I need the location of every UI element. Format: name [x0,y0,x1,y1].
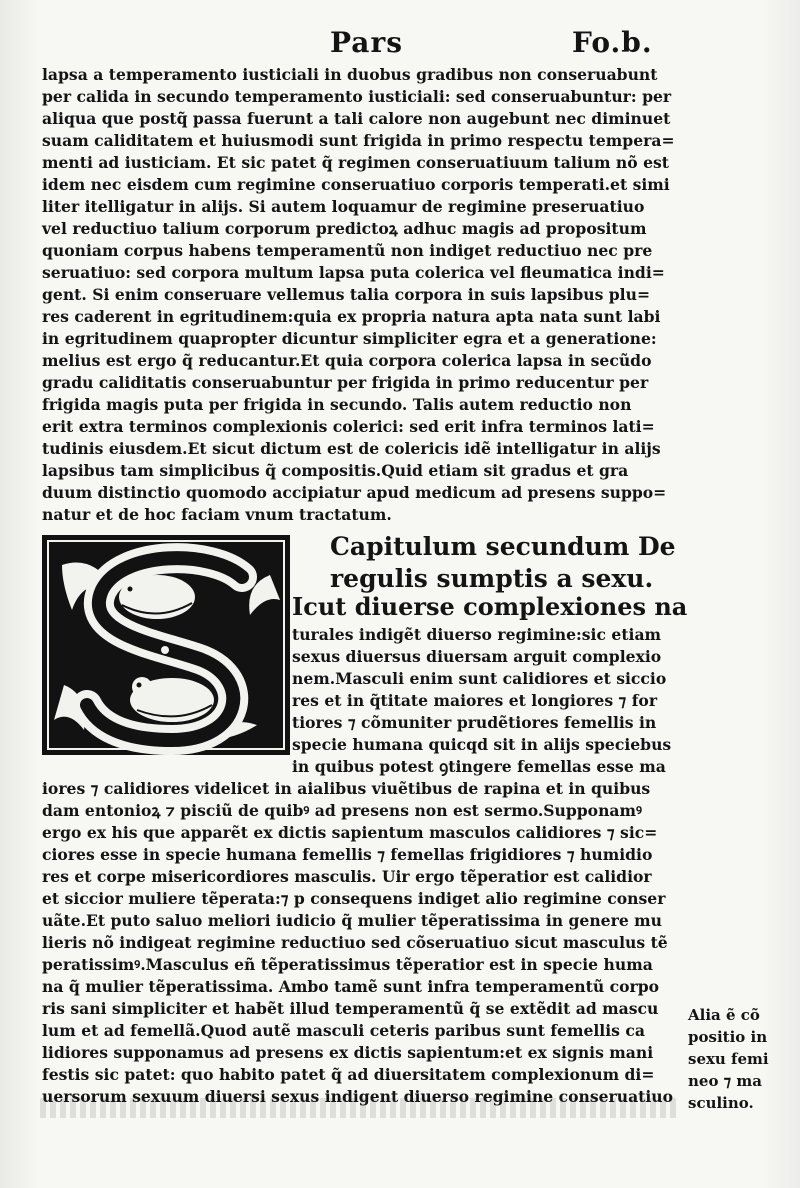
text-line: gradu caliditatis conseruabuntur per frigida in primo reducentur per [42,373,649,392]
chapter-title-line-2: regulis sumptis a sexu. [330,564,654,593]
text-line: sexus diuersus diuersam arguit complexio [292,647,662,666]
text-line: aliqua que postq̃ passa fuerunt a tali calore non augebunt nec diminuet [42,109,671,128]
woodcut-initial-s-image [42,535,290,755]
text-line: melius est ergo q̃ reducantur.Et quia corpora colerica lapsa in secũdo [42,351,652,370]
text-line: natur et de hoc faciam vnum tractatum. [42,505,392,524]
text-line: uersorum sexuum diuersi sexus indigent diuerso regimine conseruatiuo [42,1087,674,1106]
opening-line: Icut diuerse complexiones na [292,592,688,621]
text-line: suam caliditatem et huiusmodi sunt frigida in primo respectu tempera= [42,131,675,150]
margin-note-line: neo ⁊ ma [688,1072,762,1090]
text-line: uãte.Et puto saluo meliori iudicio q̃ mulier tẽperatissima in genere mu [42,911,663,930]
margin-note-line: Alia ẽ cõ [688,1006,760,1024]
text-line: lapsa a temperamento iusticiali in duobus gradibus non conseruabunt [42,65,658,84]
margin-note-line: sexu femi [688,1050,769,1068]
text-line: lieris nõ indigeat regimine reductiuo sed cõseruatiuo sicut masculus tẽ [42,933,668,952]
text-line: vel reductiuo talium corporum predictoꝝ adhuc magis ad propositum [42,219,647,238]
text-line: res caderent in egritudinem:quia ex propria natura apta nata sunt labi [42,307,661,326]
text-line: peratissimꝰ.Masculus eñ tẽperatissimus tẽperatior est in specie huma [42,955,653,974]
show-through-shadow [40,1098,680,1118]
text-line: dam entonioꝝ ⁊ pisciũ de quibꝰ ad presens non est sermo.Supponamꝰ [42,801,642,820]
text-line: turales indigẽt diuerso regimine:sic etiam [292,625,662,644]
text-line: iores ⁊ calidiores videlicet in aialibus viuẽtibus de rapina et in quibus [42,779,651,798]
folio-number: Fo.b. [572,26,653,59]
text-line: lum et ad femellã.Quod autẽ masculi ceteris paribus sunt femellis ca [42,1021,645,1040]
text-line: erit extra terminos complexionis colerici: sed erit infra terminos lati= [42,417,655,436]
text-line: ergo ex his que apparẽt ex dictis sapientum masculos calidiores ⁊ sic= [42,823,658,842]
decorated-initial [42,535,290,755]
text-line: res et in q̃titate maiores et longiores ⁊ for [292,691,658,710]
text-line: in egritudinem quapropter dicuntur simpliciter egra et a generatione: [42,329,657,348]
text-line: tiores ⁊ cõmuniter prudẽtiores femellis in [292,713,657,732]
chapter-title-line-1: Capitulum secundum De [330,532,676,561]
text-line: frigida magis puta per frigida in secundo. Talis autem reductio non [42,395,632,414]
text-line: lidiores supponamus ad presens ex dictis sapientum:et ex signis mani [42,1043,654,1062]
text-line: in quibus potest ꝯtingere femellas esse ma [292,757,666,776]
text-line: ris sani simpliciter et habẽt illud temperamentũ q̃ se extẽdit ad mascu [42,999,659,1018]
running-header-left: Pars [330,26,403,59]
margin-note-line: sculino. [688,1094,754,1112]
text-line: et siccior muliere tẽperata:⁊ p consequens indiget alio regimine conser [42,889,666,908]
text-line: tudinis eiusdem.Et sicut dictum est de colericis idẽ intelligatur in alijs [42,439,661,458]
text-line: ciores esse in specie humana femellis ⁊ femellas frigidiores ⁊ humidio [42,845,653,864]
text-line: seruatiuo: sed corpora multum lapsa puta colerica vel fleumatica indi= [42,263,665,282]
text-line: liter itelligatur in alijs. Si autem loquamur de regimine preseruatiuo [42,197,645,216]
text-line: res et corpe misericordiores masculis. Uir ergo tẽperatior est calidior [42,867,652,886]
text-line: idem nec eisdem cum regimine conseruatiuo corporis temperati.et simi [42,175,670,194]
text-line: nem.Masculi enim sunt calidiores et siccio [292,669,667,688]
text-line: na q̃ mulier tẽperatissima. Ambo tamẽ sunt infra temperamentũ corpo [42,977,659,996]
text-line: specie humana quicqd sit in alijs speciebus [292,735,672,754]
margin-note-line: positio in [688,1028,768,1046]
text-line: gent. Si enim conseruare vellemus talia corpora in suis lapsibus plu= [42,285,651,304]
text-line: per calida in secundo temperamento iusticiali: sed conseruabuntur: per [42,87,672,106]
text-line: festis sic patet: quo habito patet q̃ ad diuersitatem complexionum di= [42,1065,655,1084]
text-line: duum distinctio quomodo accipiatur apud medicum ad presens suppo= [42,483,667,502]
text-line: menti ad iusticiam. Et sic patet q̃ regimen conseruatiuum talium nõ est [42,153,670,172]
text-line: lapsibus tam simplicibus q̃ compositis.Quid etiam sit gradus et gra [42,461,629,480]
text-line: quoniam corpus habens temperamentũ non indiget reductiuo nec pre [42,241,653,260]
